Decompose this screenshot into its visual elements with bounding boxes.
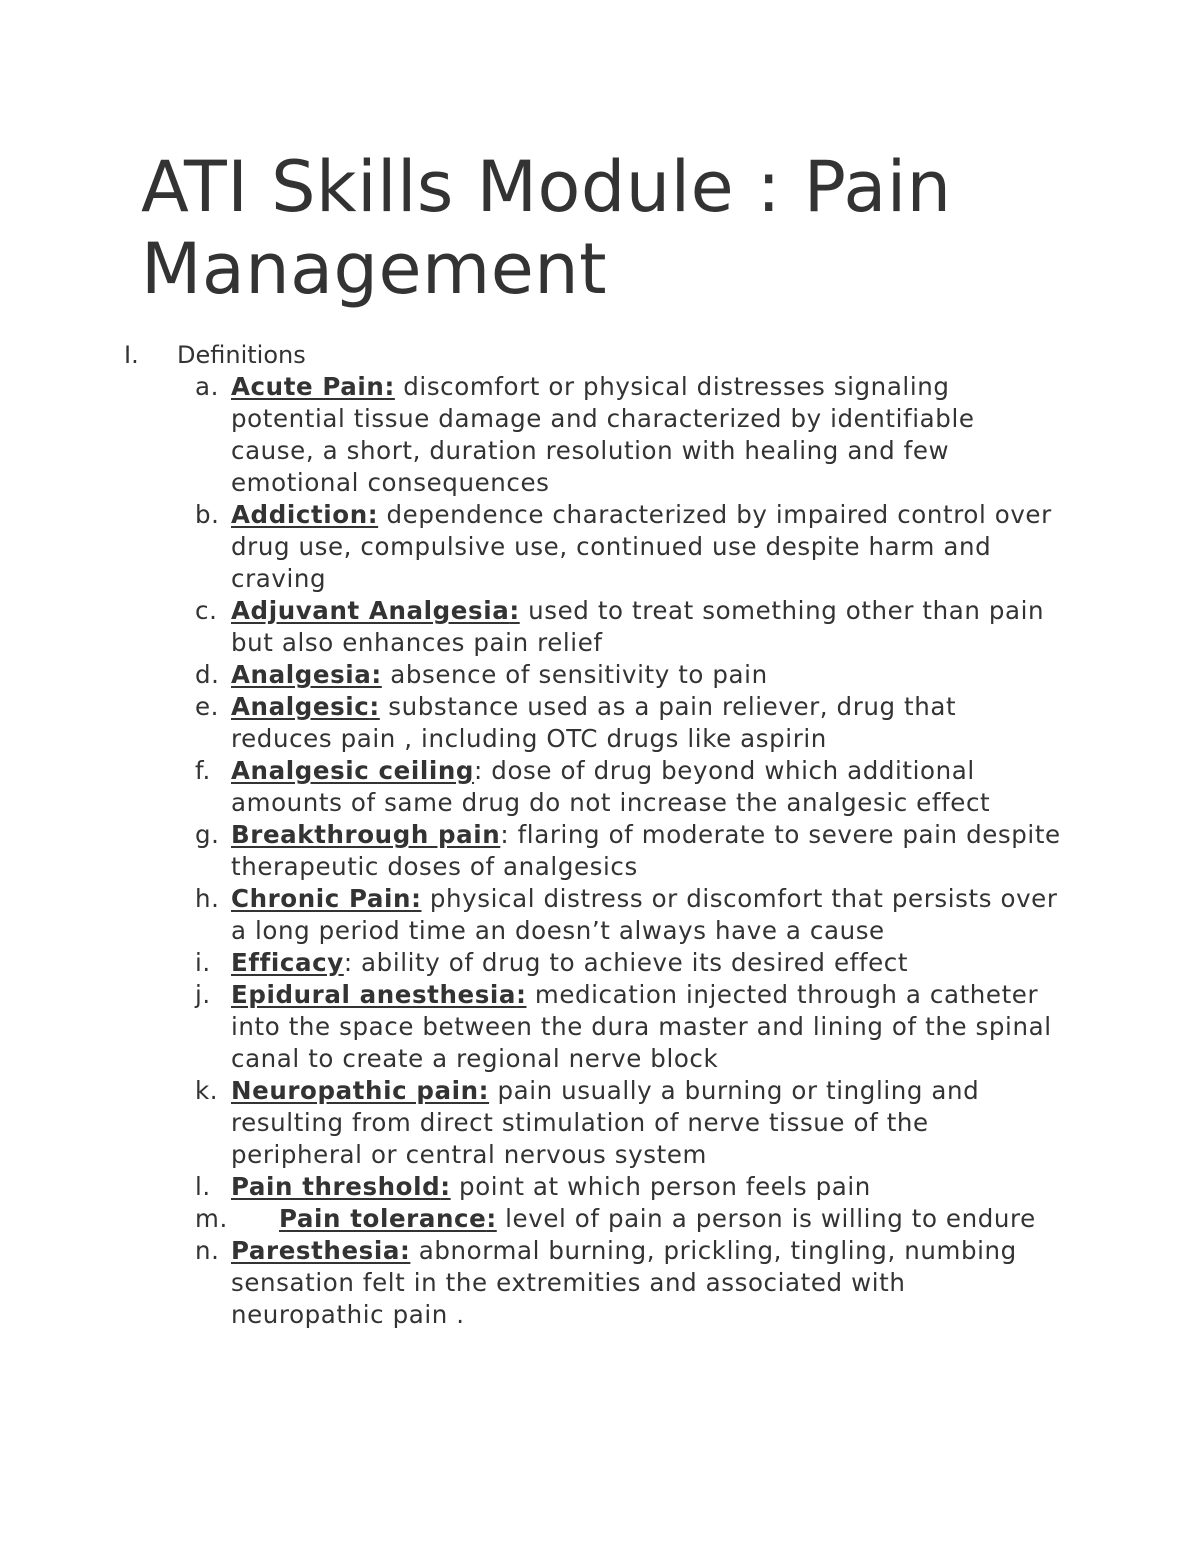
- list-item: [0, 979, 1061, 1075]
- list-item: [0, 755, 1061, 819]
- list-item: [0, 595, 1061, 659]
- list-marker: h.: [195, 884, 220, 913]
- definition-text: level of pain a person is willing to endure: [496, 1204, 1036, 1233]
- list-item: [0, 1171, 1061, 1203]
- definition-text: physical distress or discomfort that persists over a long period time an doesn’t always have a cause: [231, 884, 1058, 945]
- definition-text: : ability of drug to achieve its desired effect: [343, 948, 909, 977]
- list-item: [0, 1235, 1061, 1331]
- list-item: [0, 371, 1061, 499]
- definition-text: dependence characterized by impaired control over drug use, compulsive use, continued use despite harm and craving: [231, 500, 1052, 593]
- term: Pain tolerance:: [279, 1204, 497, 1233]
- list-item: [0, 819, 1061, 883]
- definitions-list: [0, 371, 1200, 1331]
- list-marker: b.: [195, 500, 220, 529]
- list-marker: k.: [195, 1076, 219, 1105]
- definition-text: : flaring of moderate to severe pain despite therapeutic doses of analgesics: [231, 820, 1061, 881]
- term: Analgesic ceiling: [231, 756, 475, 785]
- definition-text: medication injected through a catheter into the space between the dura master and lining of the spinal canal to create a regional nerve block: [231, 980, 1052, 1073]
- list-item: [0, 691, 1061, 755]
- list-item: [0, 947, 1061, 979]
- definition-text: discomfort or physical distresses signaling potential tissue damage and characterized by identifiable cause, a short, duration resolution with healing and few emotional consequences: [231, 372, 975, 497]
- list-marker: a.: [195, 372, 220, 401]
- term: Paresthesia:: [231, 1236, 411, 1265]
- list-marker: m.: [195, 1204, 228, 1233]
- list-item: [0, 499, 1061, 595]
- list-marker: l.: [195, 1172, 211, 1201]
- definition-text: : dose of drug beyond which additional amounts of same drug do not increase the analgesic effect: [231, 756, 991, 817]
- section-number: I.: [124, 341, 139, 369]
- definition-text: pain usually a burning or tingling and resulting from direct stimulation of nerve tissue of the peripheral or central nervous system: [231, 1076, 980, 1169]
- list-marker: d.: [195, 660, 220, 689]
- list-item: [0, 659, 1061, 691]
- definition-text: point at which person feels pain: [450, 1172, 871, 1201]
- document-title: ATI Skills Module : Pain Management: [141, 146, 952, 310]
- list-marker: e.: [195, 692, 220, 721]
- term: Analgesic:: [231, 692, 380, 721]
- term: Epidural anesthesia:: [231, 980, 527, 1009]
- list-item: [0, 883, 1061, 947]
- term: Acute Pain:: [231, 372, 395, 401]
- list-marker: i.: [195, 948, 211, 977]
- list-marker: f.: [195, 756, 211, 785]
- definition-text: absence of sensitivity to pain: [381, 660, 768, 689]
- list-marker: g.: [195, 820, 220, 849]
- list-item: [0, 1203, 1061, 1235]
- section-title: Definitions: [177, 341, 306, 369]
- definition-text: substance used as a pain reliever, drug that reduces pain , including OTC drugs like aspirin: [231, 692, 957, 753]
- term: Efficacy: [231, 948, 344, 977]
- list-item: [0, 1075, 1061, 1171]
- term: Chronic Pain:: [231, 884, 422, 913]
- definition-text: abnormal burning, prickling, tingling, numbing sensation felt in the extremities and associated with neuropathic pain .: [231, 1236, 1017, 1329]
- list-marker: j.: [195, 980, 211, 1009]
- term: Addiction:: [231, 500, 379, 529]
- term: Analgesia:: [231, 660, 382, 689]
- list-marker: c.: [195, 596, 218, 625]
- term: Neuropathic pain:: [231, 1076, 490, 1105]
- definition-text: used to treat something other than pain but also enhances pain relief: [231, 596, 1045, 657]
- term: Pain threshold:: [231, 1172, 451, 1201]
- term: Breakthrough pain: [231, 820, 501, 849]
- list-marker: n.: [195, 1236, 220, 1265]
- term: Adjuvant Analgesia:: [231, 596, 520, 625]
